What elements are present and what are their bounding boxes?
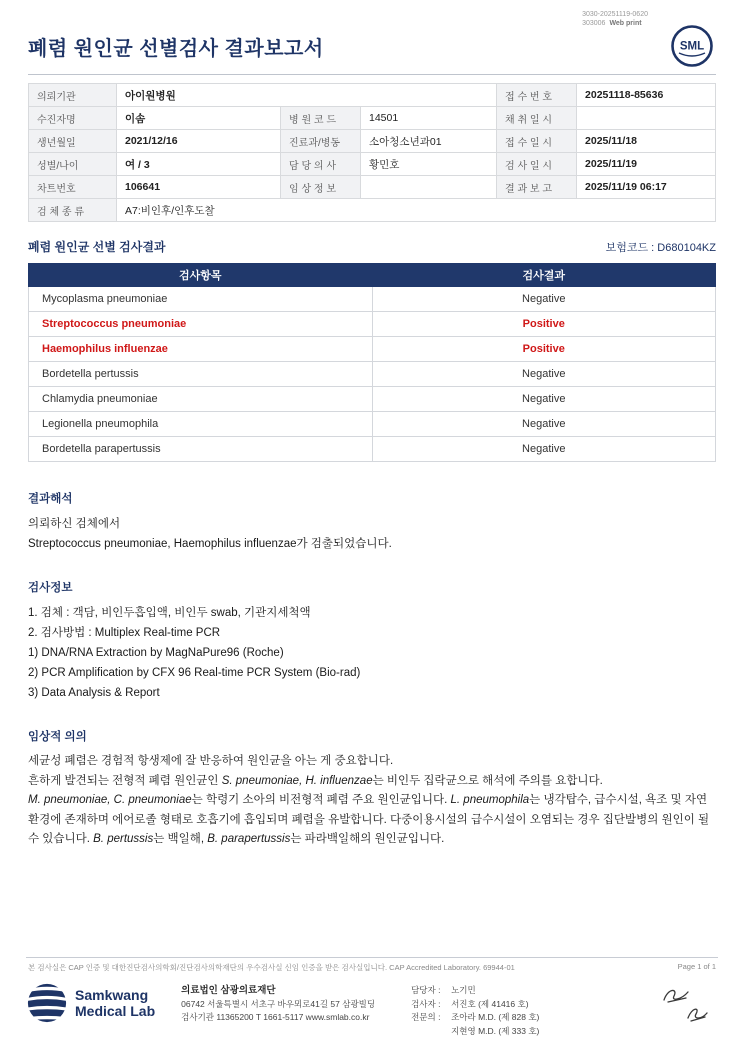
results-header-row — [29, 264, 716, 287]
info-value: 아이원병원 — [117, 84, 497, 107]
info-label: 진료과/병동 — [281, 130, 361, 153]
interpretation-line: Streptococcus pneumoniae, Haemophilus influenzae가 검출되었습니다. — [28, 538, 392, 550]
info-value: 황민호 — [361, 153, 497, 176]
footer-logo-text — [75, 987, 155, 1019]
cert-line — [26, 958, 718, 973]
print-doc-number: 303006 — [582, 20, 606, 27]
info-row — [29, 107, 716, 130]
test-info-section — [28, 579, 716, 703]
info-label: 성별/나이 — [29, 153, 117, 176]
info-label: 임 상 정 보 — [281, 176, 361, 199]
test-info-line: 1) DNA/RNA Extraction by MagNaPure96 (Roche) — [28, 647, 284, 659]
contact-value: 조아라 M.D. (제 828 호) — [451, 1012, 540, 1022]
contact-label: 전문의 : — [411, 1012, 441, 1022]
result-row — [29, 312, 716, 337]
patient-info-body — [29, 84, 716, 222]
results-section-header — [28, 238, 716, 255]
test-result: Negative — [372, 287, 716, 312]
test-info-line: 2) PCR Amplification by CFX 96 Real-time PCR System (Bio-rad) — [28, 667, 361, 679]
contact-value: 노기민 — [451, 985, 476, 995]
info-row — [29, 84, 716, 107]
svg-text:SML: SML — [679, 40, 705, 53]
test-info-body — [28, 603, 716, 703]
info-value: 20251118-85636 — [577, 84, 716, 107]
info-row — [29, 176, 716, 199]
info-value: 2021/12/16 — [117, 130, 281, 153]
clinical-body — [28, 752, 716, 850]
contact-value: 지현영 M.D. (제 333 호) — [451, 1025, 540, 1036]
results-table — [28, 263, 716, 462]
test-info-heading: 검사정보 — [28, 582, 73, 594]
footer-main — [26, 982, 718, 1038]
page-number: Page 1 of 1 — [677, 962, 716, 971]
print-info — [582, 10, 648, 28]
contact-row — [411, 1011, 539, 1025]
test-item: Haemophilus influenzae — [29, 337, 373, 362]
test-result: Positive — [372, 337, 716, 362]
interpretation-line: 의뢰하신 검체에서 — [28, 518, 121, 530]
header-divider — [28, 74, 716, 75]
info-value — [577, 107, 716, 130]
column-test-result: 검사결과 — [372, 264, 716, 287]
info-value: 106641 — [117, 176, 281, 199]
signature-icon — [656, 986, 712, 1026]
test-info-line: 2. 검사방법 : Multiplex Real-time PCR — [28, 627, 221, 639]
contact-row — [411, 998, 539, 1012]
info-row — [29, 153, 716, 176]
info-label: 채 취 일 시 — [497, 107, 577, 130]
interpretation-body — [28, 514, 716, 554]
info-label: 담 당 의 사 — [281, 153, 361, 176]
info-value — [361, 176, 497, 199]
sml-footer-logo-icon — [26, 982, 68, 1024]
info-value: 이솜 — [117, 107, 281, 130]
info-label: 차트번호 — [29, 176, 117, 199]
info-label: 결 과 보 고 — [497, 176, 577, 199]
test-item: Bordetella parapertussis — [29, 437, 373, 462]
test-item: Mycoplasma pneumoniae — [29, 287, 373, 312]
test-result: Negative — [372, 387, 716, 412]
clinical-paragraph: 세균성 폐렴은 경험적 항생제에 잘 반응하여 원인균을 아는 게 중요합니다. — [28, 755, 394, 767]
test-item: Chlamydia pneumoniae — [29, 387, 373, 412]
results-body — [29, 287, 716, 462]
org-registration: 검사기관 11365200 T 1661-5117 www.smlab.co.kr — [181, 1012, 370, 1022]
info-label: 생년월일 — [29, 130, 117, 153]
result-row — [29, 337, 716, 362]
info-value: A7:비인후/인후도찰 — [117, 199, 716, 222]
result-row — [29, 412, 716, 437]
clinical-paragraph: 흔하게 발견되는 전형적 폐렴 원인균인 S. pneumoniae, H. influenzae는 비인두 집락균으로 해석에 주의를 요합니다. — [28, 774, 603, 787]
test-result: Negative — [372, 437, 716, 462]
info-label: 병 원 코 드 — [281, 107, 361, 130]
signature — [656, 982, 712, 1031]
info-label: 수진자명 — [29, 107, 117, 130]
org-address: 06742 서울특별시 서초구 바우뫼로41길 57 삼광빌딩 — [181, 998, 376, 1009]
test-result: Negative — [372, 362, 716, 387]
info-row — [29, 130, 716, 153]
result-row — [29, 362, 716, 387]
sml-footer-logo — [26, 982, 155, 1024]
test-info-line: 1. 검체 : 객담, 비인두흡입액, 비인두 swab, 기관지세척액 — [28, 607, 311, 619]
info-label: 의뢰기관 — [29, 84, 117, 107]
clinical-heading: 임상적 의의 — [28, 731, 87, 743]
contact-value: 서진호 (제 41416 호) — [451, 998, 529, 1009]
result-row — [29, 287, 716, 312]
contact-label — [411, 1025, 451, 1039]
org-name: 의료법인 삼광의료재단 — [181, 985, 276, 996]
print-meta — [582, 19, 648, 28]
contact-row — [411, 984, 539, 998]
info-label: 검 사 일 시 — [497, 153, 577, 176]
interpretation-heading: 결과해석 — [28, 493, 73, 505]
patient-info-table — [28, 83, 716, 222]
test-item: Bordetella pertussis — [29, 362, 373, 387]
contacts — [411, 982, 539, 1038]
contact-label: 검사자 : — [411, 998, 441, 1009]
footer-logo-name-1: Samkwang — [75, 987, 149, 1003]
footer — [0, 957, 744, 1052]
info-value: 2025/11/19 — [577, 153, 716, 176]
info-value: 2025/11/19 06:17 — [577, 176, 716, 199]
info-row — [29, 199, 716, 222]
info-value: 여 / 3 — [117, 153, 281, 176]
test-result: Negative — [372, 412, 716, 437]
organization-info — [181, 982, 375, 1025]
test-item: Streptococcus pneumoniae — [29, 312, 373, 337]
clinical-section — [28, 728, 716, 850]
cert-text: 본 검사실은 CAP 인증 및 대한진단검사의학회/진단검사의학재단의 우수검사실 신임 인증을 받은 검사실입니다. CAP Accredited Laboratory. 69944-01 — [28, 963, 515, 972]
web-print-label: Web print — [609, 20, 642, 27]
test-result: Positive — [372, 312, 716, 337]
clinical-paragraph: M. pneumoniae, C. pneumoniae는 학령기 소아의 비전형적 폐렴 주요 원인균입니다. L. pneumophila는 냉각탑수, 급수시설, 욕조 및 자연환경에 존재하며 에어로졸 형태로 호흡기에 흡입되며 폐렴을 유발합니다. 다중이용시설의 급수시설이 오염되는 경우 집단발병의 원인이 될 수 있습니다. B. pertussis는 백일해, B. parapertussis는 파라백일해의 원인균입니다. — [28, 794, 710, 845]
contact-label: 담당자 : — [411, 985, 441, 995]
info-label: 접 수 일 시 — [497, 130, 577, 153]
sml-logo-icon — [670, 24, 714, 68]
print-code: 3030-20251119-0620 — [582, 11, 648, 18]
info-value: 2025/11/18 — [577, 130, 716, 153]
info-label: 접 수 번 호 — [497, 84, 577, 107]
results-section-title: 폐렴 원인균 선별 검사결과 — [28, 240, 166, 254]
info-value: 14501 — [361, 107, 497, 130]
footer-logo-name-2: Medical Lab — [75, 1003, 156, 1019]
test-item: Legionella pneumophila — [29, 412, 373, 437]
sml-logo — [670, 24, 714, 68]
result-row — [29, 387, 716, 412]
info-label: 검 체 종 류 — [29, 199, 117, 222]
contact-row — [411, 1025, 539, 1039]
interpretation-section — [28, 490, 716, 554]
column-test-item: 검사항목 — [29, 264, 373, 287]
page-title: 폐렴 원인균 선별검사 결과보고서 — [28, 38, 324, 60]
test-info-line: 3) Data Analysis & Report — [28, 687, 160, 699]
info-value: 소아청소년과01 — [361, 130, 497, 153]
result-row — [29, 437, 716, 462]
insurance-code: 보험코드 : D680104KZ — [605, 242, 716, 254]
